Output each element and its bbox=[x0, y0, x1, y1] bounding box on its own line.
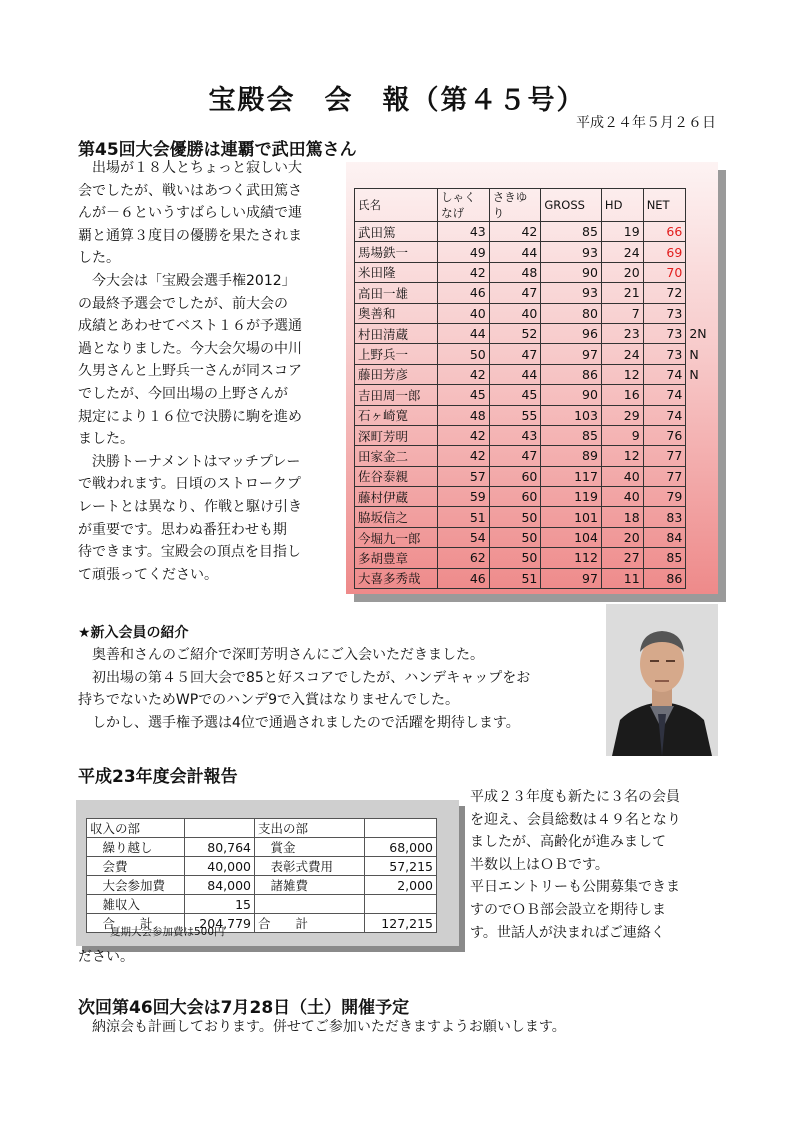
score-cell: 44 bbox=[438, 323, 490, 343]
score-cell: 62 bbox=[438, 548, 490, 568]
article-body-line: 出場が１８人とちょっと寂しい大 bbox=[78, 160, 302, 176]
score-cell: 97 bbox=[541, 568, 602, 588]
accounting-cell: 会費 bbox=[87, 857, 185, 876]
accounting-cell bbox=[255, 895, 365, 914]
table-row bbox=[355, 446, 718, 466]
article-body-line: の最終予選会でしたが、前大会の bbox=[78, 295, 288, 312]
accounting-cell: 諸雑費 bbox=[255, 876, 365, 895]
score-cell: 90 bbox=[541, 262, 602, 282]
member-photo bbox=[606, 604, 718, 756]
accounting-cell: 大会参加費 bbox=[87, 876, 185, 895]
score-cell: 51 bbox=[438, 507, 490, 527]
score-cell bbox=[686, 283, 718, 303]
accounting-table bbox=[86, 818, 437, 933]
score-cell bbox=[686, 548, 718, 568]
score-cell: N bbox=[689, 366, 699, 382]
article-body-line: した。 bbox=[78, 250, 120, 267]
score-cell: 85 bbox=[541, 222, 602, 242]
score-cell: 57 bbox=[438, 466, 490, 486]
newsletter-title: 宝殿会 会 報（第４５号） bbox=[208, 85, 586, 116]
score-cell bbox=[686, 425, 718, 445]
score-cell: 77 bbox=[643, 466, 686, 486]
score-cell: 12 bbox=[601, 446, 643, 466]
score-cell: 43 bbox=[438, 222, 490, 242]
score-cell: 24 bbox=[601, 242, 643, 262]
article-body-line: 久男さんと上野兵一さんが同スコア bbox=[78, 363, 302, 380]
score-cell: 46 bbox=[438, 283, 490, 303]
player-name-cell: 脇坂信之 bbox=[355, 507, 438, 527]
score-cell: 73 bbox=[643, 344, 686, 364]
player-name-cell: 佐谷泰親 bbox=[355, 466, 438, 486]
newmember-body-line: 奥善和さんのご紹介で深町芳明さんにご入会いただきました。 bbox=[78, 647, 484, 663]
newmember-body-line: しかし、選手権予選は4位で通過されましたので活躍を期待します。 bbox=[78, 714, 520, 731]
table-row bbox=[355, 487, 718, 507]
score-cell: 112 bbox=[541, 548, 602, 568]
accounting-text-line: すのでＯＢ部会設立を期待しま bbox=[470, 901, 666, 918]
player-name-cell: 田家金二 bbox=[355, 446, 438, 466]
results-header-row bbox=[355, 189, 718, 222]
table-row bbox=[355, 222, 718, 242]
article-body-line: 待できます。宝殿会の頂点を目指し bbox=[78, 544, 301, 561]
player-name-cell: 米田隆 bbox=[355, 262, 438, 282]
score-cell: 42 bbox=[489, 222, 541, 242]
accounting-cell: 80,764 bbox=[185, 838, 255, 857]
score-cell: 27 bbox=[601, 548, 643, 568]
score-cell: 119 bbox=[541, 487, 602, 507]
score-cell: 80 bbox=[541, 303, 602, 323]
results-panel bbox=[346, 162, 718, 594]
table-row bbox=[355, 507, 718, 527]
table-row bbox=[355, 364, 718, 384]
score-cell: 21 bbox=[601, 283, 643, 303]
score-cell: N bbox=[689, 346, 699, 362]
score-cell bbox=[686, 527, 718, 547]
accounting-heading: 平成23年度会計報告 bbox=[78, 767, 238, 787]
article-body-line: 規定により１６位で決勝に駒を進め bbox=[78, 408, 302, 425]
score-cell: 40 bbox=[489, 303, 541, 323]
score-cell: 104 bbox=[541, 527, 602, 547]
accounting-cell bbox=[365, 819, 437, 838]
score-cell: 86 bbox=[541, 364, 602, 384]
table-row bbox=[355, 425, 718, 445]
score-cell: 93 bbox=[541, 242, 602, 262]
results-header-cell: しゃくなげ bbox=[438, 189, 490, 222]
player-name-cell: 今堀九一郎 bbox=[355, 527, 438, 547]
score-cell: 77 bbox=[643, 446, 686, 466]
table-row bbox=[355, 283, 718, 303]
table-row bbox=[355, 466, 718, 486]
score-cell: 42 bbox=[438, 262, 490, 282]
table-row bbox=[87, 895, 437, 914]
score-cell: 70 bbox=[643, 262, 686, 282]
score-cell: 49 bbox=[438, 242, 490, 262]
score-cell: 50 bbox=[438, 344, 490, 364]
table-row bbox=[355, 323, 718, 343]
score-cell: 20 bbox=[601, 527, 643, 547]
table-row bbox=[355, 242, 718, 262]
table-row bbox=[87, 838, 437, 857]
table-row bbox=[355, 262, 718, 282]
accounting-cell: 57,215 bbox=[365, 857, 437, 876]
article-body-line: 会でしたが、戦いはあつく武田篤さ bbox=[78, 182, 302, 199]
score-cell: 96 bbox=[541, 323, 602, 343]
score-cell: 55 bbox=[489, 405, 541, 425]
score-cell: 69 bbox=[643, 242, 686, 262]
article-body-line: レートとは異なり、作戦と駆け引き bbox=[78, 498, 302, 515]
accounting-cell: 賞金 bbox=[255, 838, 365, 857]
score-cell: 51 bbox=[489, 568, 541, 588]
accounting-cell: 68,000 bbox=[365, 838, 437, 857]
score-cell: 45 bbox=[489, 385, 541, 405]
player-name-cell: 上野兵一 bbox=[355, 344, 438, 364]
results-header-cell: NET bbox=[643, 189, 686, 222]
player-name-cell: 多胡豊章 bbox=[355, 548, 438, 568]
score-cell: 74 bbox=[643, 364, 686, 384]
accounting-text-line: す。世話人が決まればご連絡く bbox=[470, 924, 665, 941]
score-cell bbox=[686, 385, 718, 405]
score-cell: 60 bbox=[489, 487, 541, 507]
accounting-cell: 雑収入 bbox=[87, 895, 185, 914]
accounting-cell: 84,000 bbox=[185, 876, 255, 895]
score-cell: 74 bbox=[643, 385, 686, 405]
article-body-tournament bbox=[78, 157, 340, 586]
accounting-text bbox=[470, 786, 720, 944]
player-name-cell: 藤田芳彦 bbox=[355, 364, 438, 384]
score-cell: 54 bbox=[438, 527, 490, 547]
score-cell: 48 bbox=[489, 262, 541, 282]
score-cell: 20 bbox=[601, 262, 643, 282]
score-cell: 50 bbox=[489, 507, 541, 527]
score-cell: 7 bbox=[601, 303, 643, 323]
article-body-line: で戦われます。日頃のストロークプ bbox=[78, 476, 301, 493]
score-cell: 40 bbox=[601, 487, 643, 507]
score-cell: 60 bbox=[489, 466, 541, 486]
article-heading-tournament: 第45回大会優勝は連覇で武田篤さん bbox=[78, 140, 357, 160]
score-cell bbox=[686, 222, 718, 242]
score-cell bbox=[686, 262, 718, 282]
article-body-line: が重要です。思わぬ番狂わせも期 bbox=[78, 521, 287, 538]
article-body-line: んが－６というすばらしい成績で連 bbox=[78, 205, 302, 222]
score-cell bbox=[686, 405, 718, 425]
results-header-cell bbox=[686, 189, 718, 222]
score-cell: 11 bbox=[601, 568, 643, 588]
score-cell: 47 bbox=[489, 446, 541, 466]
score-cell: 50 bbox=[489, 548, 541, 568]
score-cell: 73 bbox=[643, 323, 686, 343]
table-row bbox=[355, 385, 718, 405]
newmember-heading: ★新入会員の紹介 bbox=[78, 625, 189, 641]
newmember-body-line: 持ちでないためWPでのハンデ9で入賞はなりませんでした。 bbox=[78, 692, 460, 709]
score-cell: 59 bbox=[438, 487, 490, 507]
score-cell: 85 bbox=[541, 425, 602, 445]
table-row bbox=[355, 527, 718, 547]
score-cell: 40 bbox=[601, 466, 643, 486]
accounting-text-line: 平成２３年度も新たに３名の会員 bbox=[470, 789, 680, 805]
article-body-line: 決勝トーナメントはマッチプレー bbox=[78, 453, 301, 470]
player-name-cell: 深町芳明 bbox=[355, 425, 438, 445]
table-row bbox=[355, 344, 718, 364]
player-name-cell: 馬場鉄一 bbox=[355, 242, 438, 262]
accounting-cell: 繰り越し bbox=[87, 838, 185, 857]
score-cell: 44 bbox=[489, 364, 541, 384]
score-cell: 79 bbox=[643, 487, 686, 507]
player-name-cell: 武田篤 bbox=[355, 222, 438, 242]
results-header-cell: 氏名 bbox=[355, 189, 438, 222]
score-cell: 12 bbox=[601, 364, 643, 384]
score-cell: 74 bbox=[643, 405, 686, 425]
score-cell bbox=[686, 507, 718, 527]
score-cell: 66 bbox=[643, 222, 686, 242]
table-row bbox=[355, 548, 718, 568]
player-name-cell: 大喜多秀哉 bbox=[355, 568, 438, 588]
score-cell bbox=[686, 487, 718, 507]
score-cell: 117 bbox=[541, 466, 602, 486]
score-cell: 86 bbox=[643, 568, 686, 588]
next-tournament-heading: 次回第46回大会は7月28日（土）開催予定 bbox=[78, 998, 410, 1018]
score-cell: 52 bbox=[489, 323, 541, 343]
table-row bbox=[355, 303, 718, 323]
score-cell bbox=[686, 568, 718, 588]
score-cell: 83 bbox=[643, 507, 686, 527]
score-cell: 19 bbox=[601, 222, 643, 242]
accounting-cell: 合 計 bbox=[87, 914, 185, 933]
score-cell: 76 bbox=[643, 425, 686, 445]
score-cell: 40 bbox=[438, 303, 490, 323]
score-cell: 50 bbox=[489, 527, 541, 547]
accounting-panel bbox=[76, 800, 459, 946]
score-cell: 90 bbox=[541, 385, 602, 405]
article-body-line: 覇と通算３度目の優勝を果たされま bbox=[78, 227, 302, 244]
score-cell: 24 bbox=[601, 344, 643, 364]
accounting-cell: 合 計 bbox=[255, 914, 365, 933]
score-cell: 97 bbox=[541, 344, 602, 364]
article-body-line: 今大会は「宝殿会選手権2012」 bbox=[78, 272, 296, 289]
player-name-cell: 藤村伊蔵 bbox=[355, 487, 438, 507]
score-cell: 43 bbox=[489, 425, 541, 445]
accounting-text-line: ましたが、高齢化が進みまして bbox=[470, 834, 666, 851]
accounting-text-tail: ださい。 bbox=[78, 949, 134, 965]
score-cell: 47 bbox=[489, 283, 541, 303]
score-cell: 44 bbox=[489, 242, 541, 262]
score-cell: 103 bbox=[541, 405, 602, 425]
newmember-body bbox=[78, 644, 603, 734]
table-row bbox=[87, 857, 437, 876]
score-cell: 9 bbox=[601, 425, 643, 445]
score-cell: 42 bbox=[438, 425, 490, 445]
score-cell: 89 bbox=[541, 446, 602, 466]
accounting-cell: 15 bbox=[185, 895, 255, 914]
score-cell: 84 bbox=[643, 527, 686, 547]
score-cell: 29 bbox=[601, 405, 643, 425]
accounting-cell: 表彰式費用 bbox=[255, 857, 365, 876]
accounting-cell: 204,779 bbox=[185, 914, 255, 933]
score-cell bbox=[686, 446, 718, 466]
score-cell: 101 bbox=[541, 507, 602, 527]
accounting-cell: 127,215 bbox=[365, 914, 437, 933]
accounting-cell: 支出の部 bbox=[255, 819, 365, 838]
score-cell: 45 bbox=[438, 385, 490, 405]
score-cell: 42 bbox=[438, 446, 490, 466]
player-name-cell: 吉田周一郎 bbox=[355, 385, 438, 405]
table-row bbox=[87, 819, 437, 838]
accounting-cell bbox=[365, 895, 437, 914]
article-body-line: 過となりました。今大会欠場の中川 bbox=[78, 340, 302, 357]
article-body-line: ました。 bbox=[78, 431, 134, 448]
accounting-text-line: 半数以上はＯＢです。 bbox=[470, 856, 609, 873]
newmember-body-line: 初出場の第４５回大会で85と好スコアでしたが、ハンデキャップをお bbox=[78, 669, 531, 686]
accounting-cell bbox=[185, 819, 255, 838]
article-body-line: でしたが、今回出場の上野さんが bbox=[78, 385, 288, 402]
article-body-line: 成績とあわせてベスト１６が予選通 bbox=[78, 318, 302, 335]
table-row bbox=[355, 405, 718, 425]
player-name-cell: 石ヶ崎寛 bbox=[355, 405, 438, 425]
issue-date: 平成２４年５月２６日 bbox=[576, 115, 716, 131]
score-cell: 46 bbox=[438, 568, 490, 588]
table-row bbox=[355, 568, 718, 588]
score-cell: 18 bbox=[601, 507, 643, 527]
score-cell: 16 bbox=[601, 385, 643, 405]
score-cell: 72 bbox=[643, 283, 686, 303]
accounting-note: 夏期大会参加費は500円 bbox=[110, 926, 225, 938]
score-cell: 47 bbox=[489, 344, 541, 364]
player-name-cell: 奥善和 bbox=[355, 303, 438, 323]
score-cell: 2N bbox=[689, 326, 707, 342]
score-cell: 42 bbox=[438, 364, 490, 384]
results-header-cell: GROSS bbox=[541, 189, 602, 222]
score-cell bbox=[686, 466, 718, 486]
score-cell: 23 bbox=[601, 323, 643, 343]
results-header-cell: HD bbox=[601, 189, 643, 222]
player-name-cell: 村田清蔵 bbox=[355, 323, 438, 343]
score-cell bbox=[686, 303, 718, 323]
portrait-image bbox=[606, 604, 718, 756]
score-cell: 85 bbox=[643, 548, 686, 568]
accounting-text-line: 平日エントリーも公開募集できま bbox=[470, 879, 680, 896]
accounting-text-line: を迎え、会員総数は４９名となり bbox=[470, 811, 681, 828]
accounting-cell: 2,000 bbox=[365, 876, 437, 895]
score-cell: 73 bbox=[643, 303, 686, 323]
score-cell: 93 bbox=[541, 283, 602, 303]
player-name-cell: 高田一雄 bbox=[355, 283, 438, 303]
article-body-line: て頑張ってください。 bbox=[78, 566, 218, 583]
results-table bbox=[354, 188, 718, 589]
score-cell bbox=[686, 242, 718, 262]
accounting-cell: 40,000 bbox=[185, 857, 255, 876]
next-tournament-text: 納涼会も計画しております。併せてご参加いただきますようお願いします。 bbox=[78, 1019, 566, 1035]
results-header-cell: さきゆり bbox=[489, 189, 541, 222]
score-cell: 48 bbox=[438, 405, 490, 425]
table-row bbox=[87, 876, 437, 895]
accounting-cell: 収入の部 bbox=[87, 819, 185, 838]
